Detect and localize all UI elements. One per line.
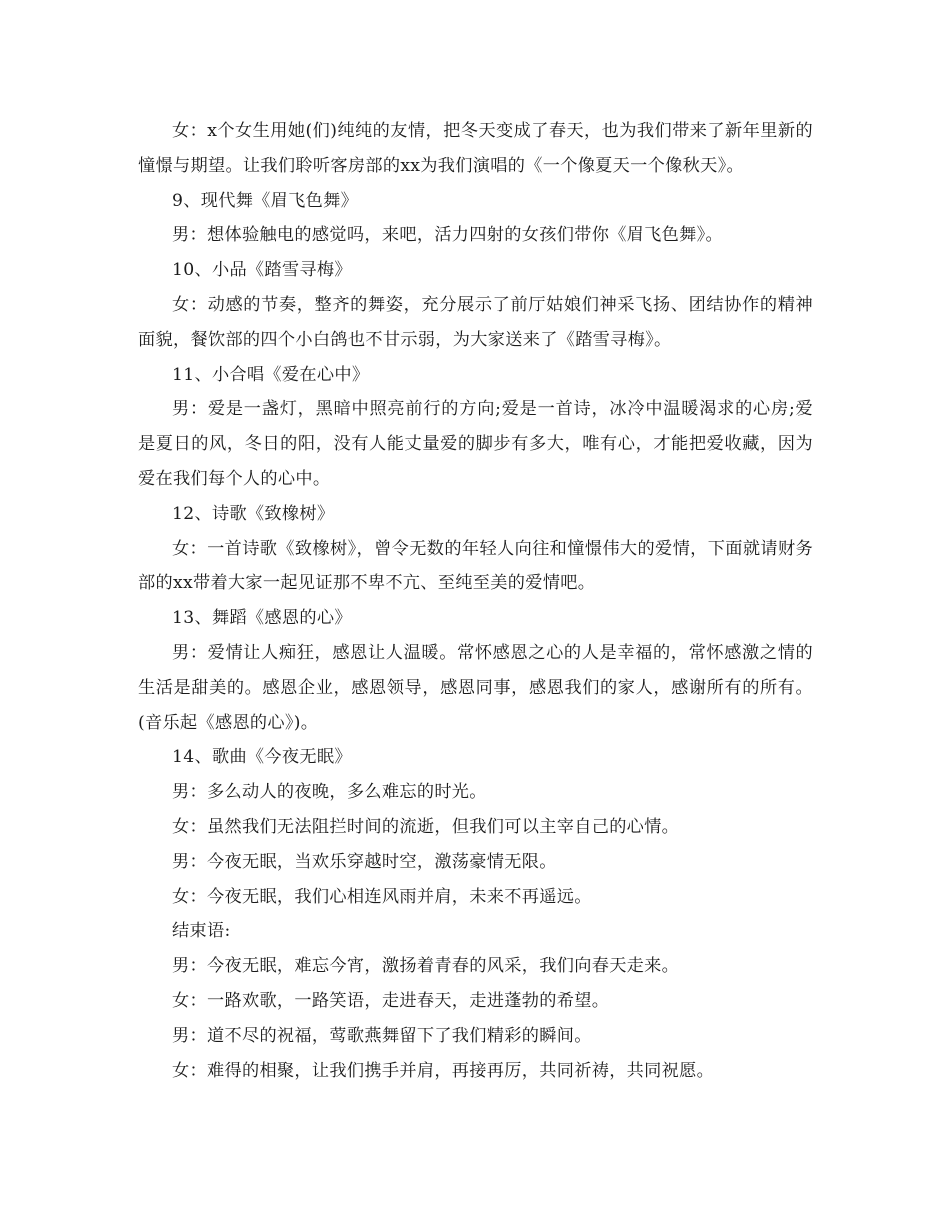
paragraph-host-female: 女：今夜无眠，我们心相连风雨并肩，未来不再遥远。	[172, 886, 592, 907]
paragraph-host-male: 男：今夜无眠，难忘今宵，激扬着青春的风采，我们向春天走来。	[172, 956, 680, 977]
program-item-13: 13、舞蹈《感恩的心》	[172, 608, 352, 629]
paragraph-host-female: 女：动感的节奏，整齐的舞姿，充分展示了前厅姑娘们神采飞扬、团结协作的精神面貌，餐饮部的四个小白鸽也不甘示弱，为大家送来了《踏雪寻梅》。	[138, 294, 813, 350]
paragraph-host-female: 女：一首诗歌《致橡树》，曾令无数的年轻人向往和憧憬伟大的爱情，下面就请财务部的xx带着大家一起见证那不卑不亢、至纯至美的爱情吧。	[138, 538, 813, 594]
program-item-14: 14、歌曲《今夜无眠》	[172, 747, 352, 768]
program-item-11: 11、小合唱《爱在心中》	[172, 364, 370, 385]
program-item-9: 9、现代舞《眉飞色舞》	[172, 190, 359, 211]
document-page	[138, 114, 813, 1088]
paragraph-host-male: 男：爱是一盏灯，黑暗中照亮前行的方向;爱是一首诗，冰冷中温暖渴求的心房;爱是夏日的风，冬日的阳，没有人能丈量爱的脚步有多大，唯有心，才能把爱收藏，因为爱在我们每个人的心中。	[138, 399, 813, 489]
paragraph-host-female-intro: 女：x个女生用她(们)纯纯的友情，把冬天变成了春天，也为我们带来了新年里新的憧憬与期望。让我们聆听客房部的xx为我们演唱的《一个像夏天一个像秋天》。	[138, 121, 813, 176]
paragraph-host-female: 女：难得的相聚，让我们携手并肩，再接再厉，共同祈祷，共同祝愿。	[172, 1060, 715, 1081]
paragraph-host-male: 男：今夜无眠，当欢乐穿越时空，激荡豪情无限。	[172, 851, 557, 872]
paragraph-host-female: 女：虽然我们无法阻拦时间的流逝，但我们可以主宰自己的心情。	[172, 816, 680, 837]
paragraph-host-male: 男：多么动人的夜晚，多么难忘的时光。	[172, 782, 487, 803]
paragraph-host-male: 男：道不尽的祝福，莺歌燕舞留下了我们精彩的瞬间。	[172, 1025, 592, 1046]
closing-heading: 结束语:	[172, 921, 231, 942]
paragraph-host-male: 男：想体验触电的感觉吗，来吧，活力四射的女孩们带你《眉飞色舞》。	[172, 225, 724, 246]
paragraph-host-female: 女：一路欢歌，一路笑语，走进春天，走进蓬勃的希望。	[172, 990, 610, 1011]
program-item-10: 10、小品《踏雪寻梅》	[172, 260, 352, 281]
program-item-12: 12、诗歌《致橡树》	[172, 503, 335, 524]
paragraph-host-male: 男：爱情让人痴狂，感恩让人温暖。常怀感恩之心的人是幸福的，常怀感激之情的生活是甜美的。感恩企业，感恩领导，感恩同事，感恩我们的家人，感谢所有的所有。(音乐起《感恩的心》)。	[138, 642, 813, 733]
